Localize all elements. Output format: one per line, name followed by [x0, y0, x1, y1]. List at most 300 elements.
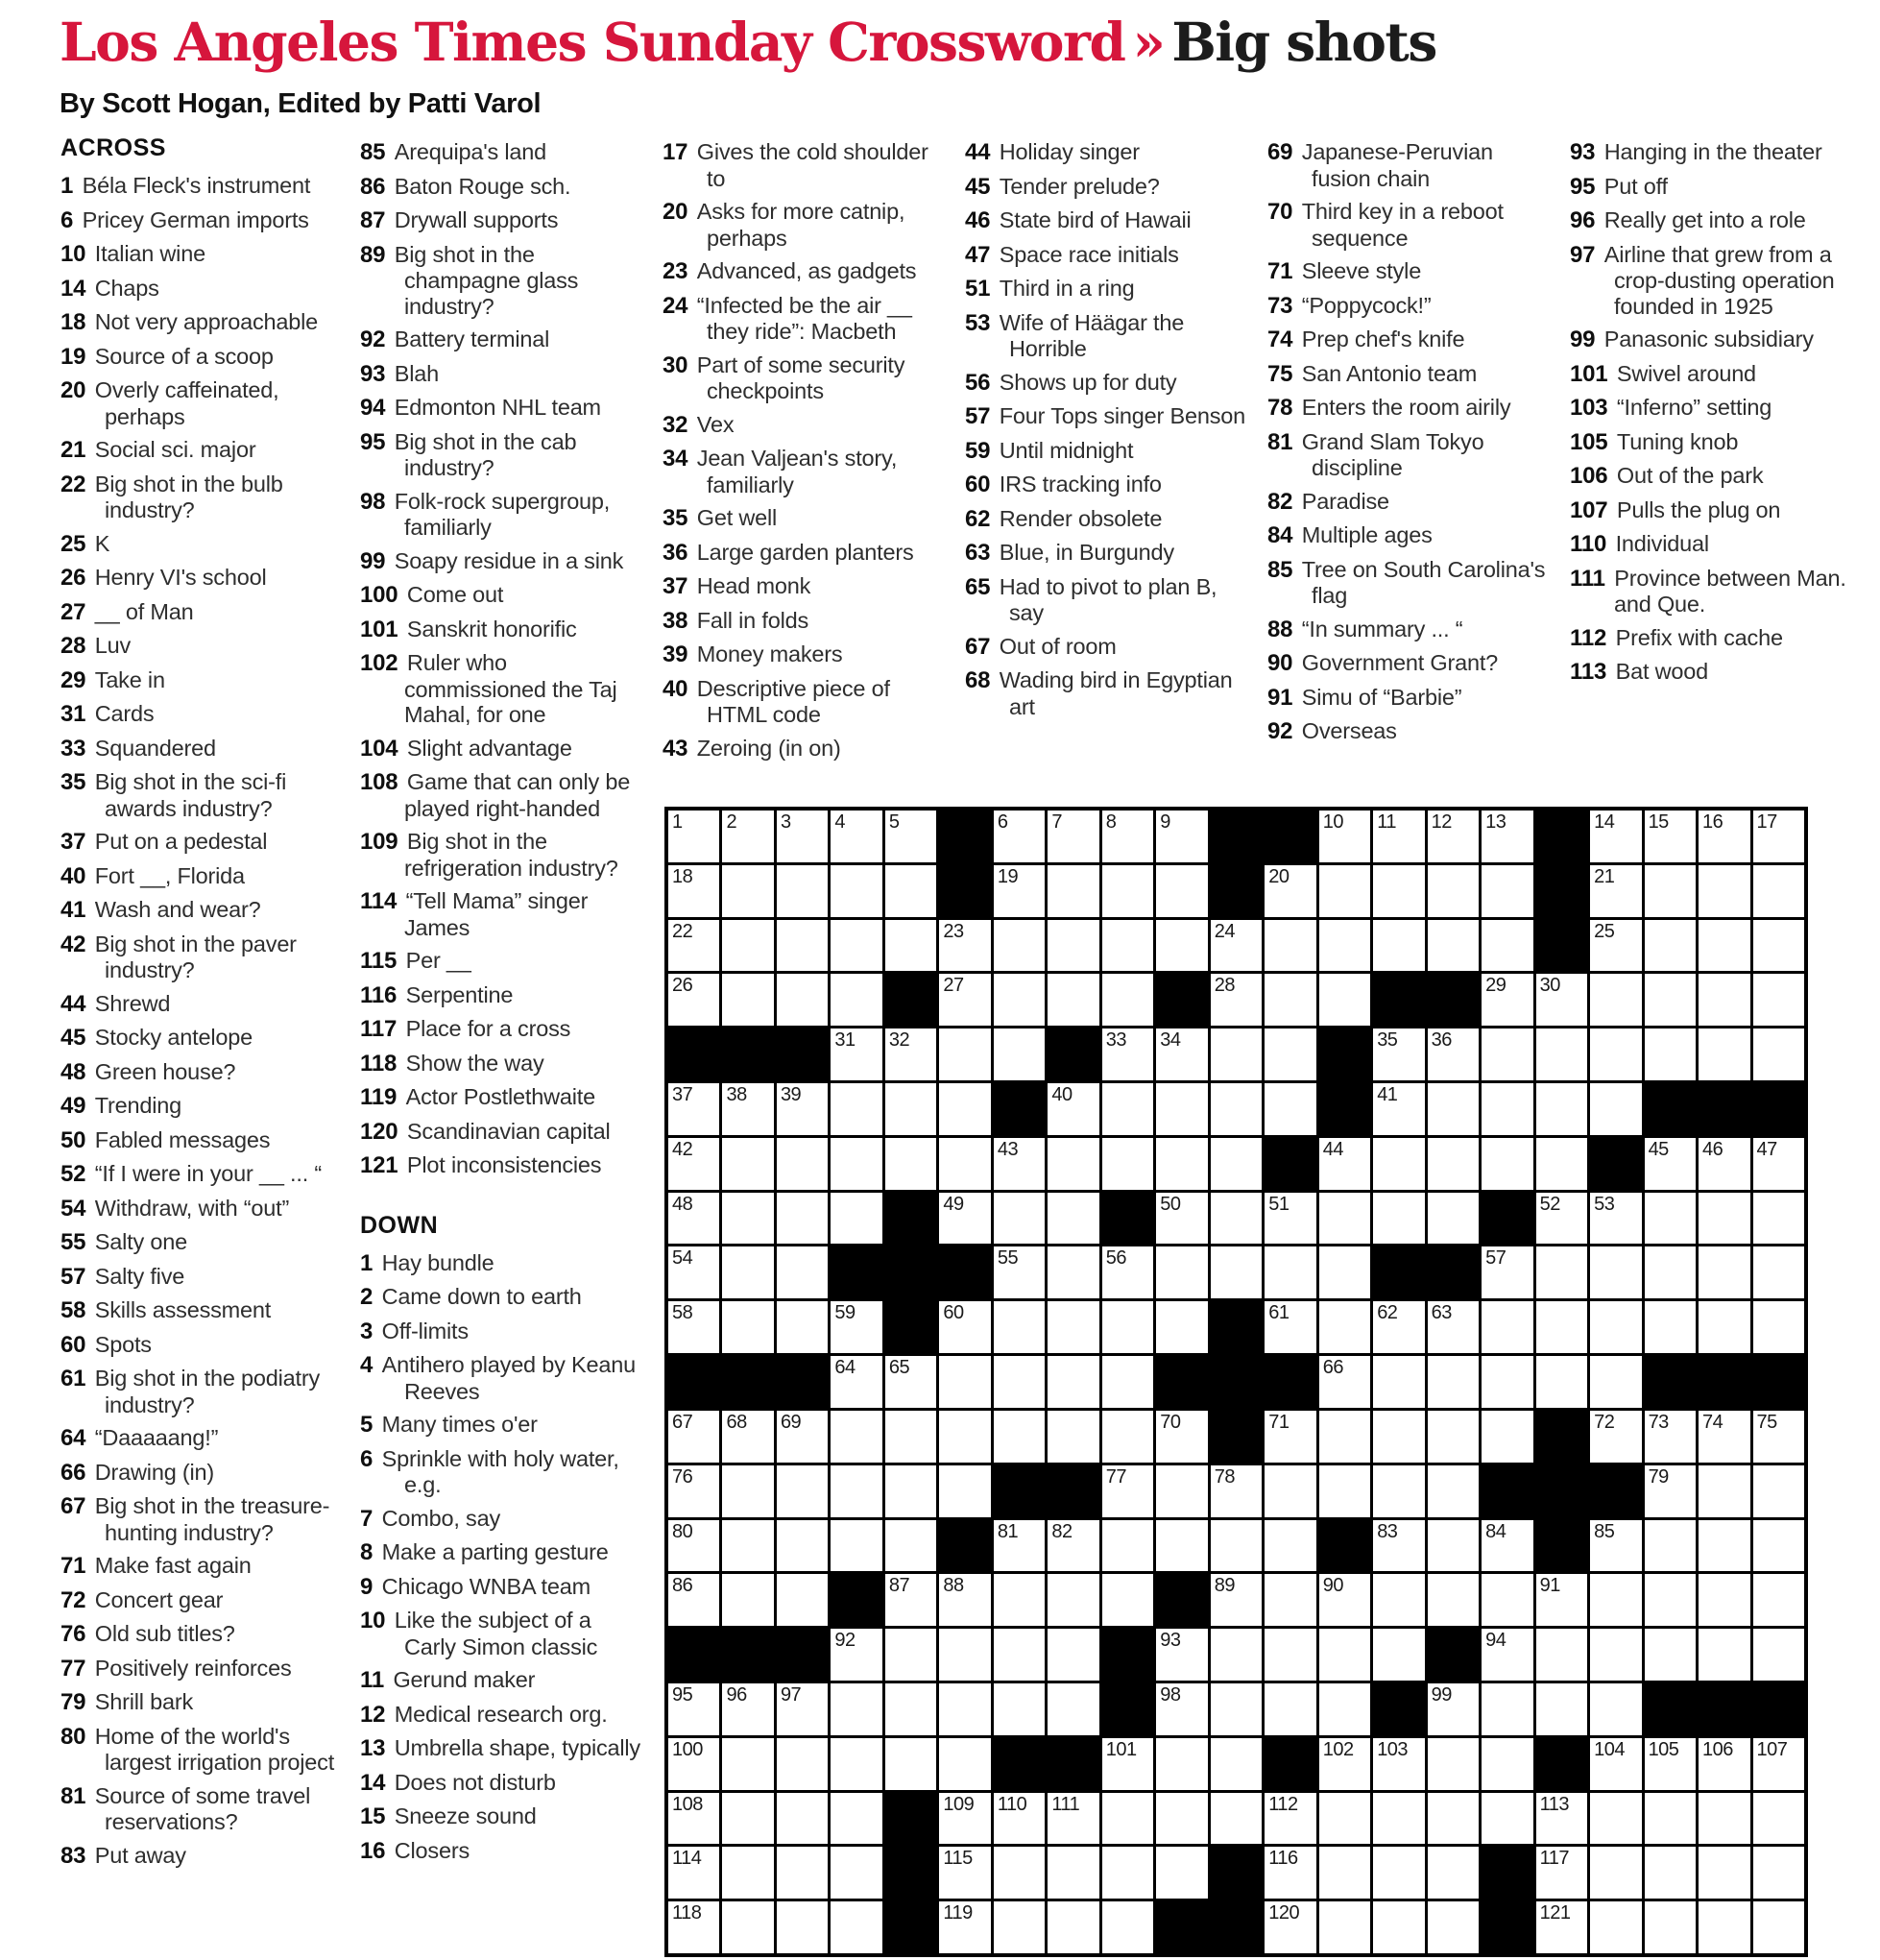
grid-cell[interactable]	[831, 1356, 881, 1408]
grid-cell[interactable]	[1482, 1683, 1532, 1735]
grid-cell[interactable]	[1590, 1193, 1641, 1245]
grid-cell[interactable]	[994, 1574, 1045, 1626]
grid-cell[interactable]	[994, 1356, 1045, 1408]
grid-cell[interactable]	[1102, 920, 1153, 972]
grid-cell[interactable]	[1373, 1138, 1424, 1190]
grid-cell[interactable]	[1645, 1138, 1696, 1190]
grid-cell[interactable]	[1428, 1465, 1479, 1517]
grid-cell[interactable]	[1156, 1793, 1207, 1845]
grid-cell[interactable]	[1699, 1246, 1749, 1298]
grid-cell[interactable]	[668, 920, 719, 972]
grid-cell[interactable]	[1482, 1356, 1532, 1408]
grid-cell[interactable]	[1265, 1793, 1315, 1845]
grid-cell[interactable]	[722, 1683, 773, 1735]
grid-cell[interactable]	[777, 974, 828, 1026]
grid-cell[interactable]	[777, 1411, 828, 1463]
grid-cell[interactable]	[1699, 1901, 1749, 1953]
grid-cell[interactable]	[1102, 1847, 1153, 1899]
grid-cell[interactable]	[885, 1520, 936, 1572]
grid-cell[interactable]	[1373, 1574, 1424, 1626]
grid-cell[interactable]	[1319, 920, 1370, 972]
grid-cell[interactable]	[1753, 1301, 1804, 1353]
grid-cell[interactable]	[1753, 811, 1804, 862]
grid-cell[interactable]	[831, 1138, 881, 1190]
grid-cell[interactable]	[831, 1847, 881, 1899]
grid-cell[interactable]	[1156, 1411, 1207, 1463]
grid-cell[interactable]	[1590, 1520, 1641, 1572]
grid-cell[interactable]	[831, 1629, 881, 1681]
grid-cell[interactable]	[777, 1683, 828, 1735]
grid-cell[interactable]	[1590, 1738, 1641, 1790]
grid-cell[interactable]	[885, 1138, 936, 1190]
grid-cell[interactable]	[1156, 1520, 1207, 1572]
grid-cell[interactable]	[777, 1465, 828, 1517]
grid-cell[interactable]	[1156, 1193, 1207, 1245]
grid-cell[interactable]	[722, 811, 773, 862]
grid-cell[interactable]	[831, 865, 881, 917]
grid-cell[interactable]	[1536, 1246, 1587, 1298]
grid-cell[interactable]	[831, 1793, 881, 1845]
grid-cell[interactable]	[1048, 811, 1098, 862]
grid-cell[interactable]	[1645, 1901, 1696, 1953]
grid-cell[interactable]	[1753, 1738, 1804, 1790]
grid-cell[interactable]	[1102, 1738, 1153, 1790]
grid-cell[interactable]	[1102, 1793, 1153, 1845]
grid-cell[interactable]	[1753, 1847, 1804, 1899]
grid-cell[interactable]	[994, 974, 1045, 1026]
grid-cell[interactable]	[668, 1574, 719, 1626]
grid-cell[interactable]	[1753, 1193, 1804, 1245]
grid-cell[interactable]	[1048, 1520, 1098, 1572]
grid-cell[interactable]	[1211, 1574, 1262, 1626]
grid-cell[interactable]	[1156, 1138, 1207, 1190]
grid-cell[interactable]	[1590, 1574, 1641, 1626]
grid-cell[interactable]	[1319, 1847, 1370, 1899]
grid-cell[interactable]	[1753, 1465, 1804, 1517]
grid-cell[interactable]	[1590, 865, 1641, 917]
grid-cell[interactable]	[1211, 1520, 1262, 1572]
grid-cell[interactable]	[1373, 1847, 1424, 1899]
grid-cell[interactable]	[939, 1193, 990, 1245]
grid-cell[interactable]	[1373, 1083, 1424, 1135]
grid-cell[interactable]	[777, 1574, 828, 1626]
grid-cell[interactable]	[1373, 1193, 1424, 1245]
grid-cell[interactable]	[1156, 1738, 1207, 1790]
grid-cell[interactable]	[1048, 1574, 1098, 1626]
grid-cell[interactable]	[668, 1138, 719, 1190]
grid-cell[interactable]	[939, 1574, 990, 1626]
grid-cell[interactable]	[1211, 1246, 1262, 1298]
grid-cell[interactable]	[831, 1028, 881, 1080]
grid-cell[interactable]	[1319, 1465, 1370, 1517]
grid-cell[interactable]	[1211, 974, 1262, 1026]
grid-cell[interactable]	[1102, 1083, 1153, 1135]
grid-cell[interactable]	[1048, 920, 1098, 972]
grid-cell[interactable]	[1699, 1028, 1749, 1080]
grid-cell[interactable]	[1590, 1356, 1641, 1408]
grid-cell[interactable]	[885, 811, 936, 862]
grid-cell[interactable]	[939, 1738, 990, 1790]
grid-cell[interactable]	[668, 1683, 719, 1735]
grid-cell[interactable]	[1645, 1793, 1696, 1845]
grid-cell[interactable]	[1265, 1083, 1315, 1135]
grid-cell[interactable]	[1428, 920, 1479, 972]
grid-cell[interactable]	[994, 865, 1045, 917]
grid-cell[interactable]	[777, 1520, 828, 1572]
grid-cell[interactable]	[994, 920, 1045, 972]
grid-cell[interactable]	[1373, 865, 1424, 917]
grid-cell[interactable]	[1536, 1138, 1587, 1190]
grid-cell[interactable]	[1156, 1629, 1207, 1681]
grid-cell[interactable]	[1048, 1683, 1098, 1735]
grid-cell[interactable]	[1645, 811, 1696, 862]
grid-cell[interactable]	[1590, 1629, 1641, 1681]
grid-cell[interactable]	[1645, 1629, 1696, 1681]
grid-cell[interactable]	[1699, 1465, 1749, 1517]
grid-cell[interactable]	[1102, 811, 1153, 862]
grid-cell[interactable]	[1590, 1901, 1641, 1953]
grid-cell[interactable]	[668, 1083, 719, 1135]
grid-cell[interactable]	[831, 1738, 881, 1790]
grid-cell[interactable]	[1699, 974, 1749, 1026]
grid-cell[interactable]	[777, 1138, 828, 1190]
grid-cell[interactable]	[1319, 1574, 1370, 1626]
grid-cell[interactable]	[1048, 1901, 1098, 1953]
grid-cell[interactable]	[1482, 865, 1532, 917]
grid-cell[interactable]	[1373, 1356, 1424, 1408]
grid-cell[interactable]	[1373, 1465, 1424, 1517]
grid-cell[interactable]	[1102, 1138, 1153, 1190]
grid-cell[interactable]	[831, 1465, 881, 1517]
grid-cell[interactable]	[1211, 1083, 1262, 1135]
grid-cell[interactable]	[1265, 920, 1315, 972]
grid-cell[interactable]	[1048, 1138, 1098, 1190]
grid-cell[interactable]	[1211, 1465, 1262, 1517]
grid-cell[interactable]	[1482, 1793, 1532, 1845]
grid-cell[interactable]	[1265, 1520, 1315, 1572]
grid-cell[interactable]	[1048, 865, 1098, 917]
grid-cell[interactable]	[939, 920, 990, 972]
grid-cell[interactable]	[1211, 1138, 1262, 1190]
grid-cell[interactable]	[831, 1301, 881, 1353]
grid-cell[interactable]	[722, 1411, 773, 1463]
grid-cell[interactable]	[1699, 1138, 1749, 1190]
grid-cell[interactable]	[1536, 1028, 1587, 1080]
grid-cell[interactable]	[1590, 811, 1641, 862]
grid-cell[interactable]	[1536, 974, 1587, 1026]
grid-cell[interactable]	[831, 1193, 881, 1245]
grid-cell[interactable]	[1102, 1465, 1153, 1517]
grid-cell[interactable]	[668, 1465, 719, 1517]
grid-cell[interactable]	[1156, 1246, 1207, 1298]
grid-cell[interactable]	[1373, 1901, 1424, 1953]
grid-cell[interactable]	[1699, 811, 1749, 862]
grid-cell[interactable]	[1699, 1847, 1749, 1899]
grid-cell[interactable]	[1428, 811, 1479, 862]
grid-cell[interactable]	[1590, 974, 1641, 1026]
grid-cell[interactable]	[1753, 1629, 1804, 1681]
grid-cell[interactable]	[1428, 1574, 1479, 1626]
grid-cell[interactable]	[1536, 1847, 1587, 1899]
grid-cell[interactable]	[1753, 1411, 1804, 1463]
grid-cell[interactable]	[1265, 1246, 1315, 1298]
grid-cell[interactable]	[1428, 1847, 1479, 1899]
grid-cell[interactable]	[885, 1683, 936, 1735]
grid-cell[interactable]	[777, 1301, 828, 1353]
grid-cell[interactable]	[939, 1901, 990, 1953]
grid-cell[interactable]	[1373, 1411, 1424, 1463]
grid-cell[interactable]	[994, 1520, 1045, 1572]
grid-cell[interactable]	[1482, 1028, 1532, 1080]
grid-cell[interactable]	[1428, 865, 1479, 917]
grid-cell[interactable]	[722, 1520, 773, 1572]
grid-cell[interactable]	[777, 920, 828, 972]
grid-cell[interactable]	[1645, 1028, 1696, 1080]
grid-cell[interactable]	[1536, 1356, 1587, 1408]
grid-cell[interactable]	[1753, 1901, 1804, 1953]
grid-cell[interactable]	[1590, 1683, 1641, 1735]
grid-cell[interactable]	[939, 1028, 990, 1080]
grid-cell[interactable]	[1753, 1574, 1804, 1626]
grid-cell[interactable]	[1482, 1738, 1532, 1790]
grid-cell[interactable]	[1265, 1193, 1315, 1245]
grid-cell[interactable]	[1753, 865, 1804, 917]
grid-cell[interactable]	[1428, 1411, 1479, 1463]
grid-cell[interactable]	[777, 1847, 828, 1899]
grid-cell[interactable]	[777, 1083, 828, 1135]
grid-cell[interactable]	[1482, 1246, 1532, 1298]
grid-cell[interactable]	[1428, 1028, 1479, 1080]
grid-cell[interactable]	[722, 1793, 773, 1845]
grid-cell[interactable]	[939, 1847, 990, 1899]
grid-cell[interactable]	[722, 1901, 773, 1953]
grid-cell[interactable]	[939, 974, 990, 1026]
grid-cell[interactable]	[1265, 1629, 1315, 1681]
grid-cell[interactable]	[1699, 1193, 1749, 1245]
grid-cell[interactable]	[668, 1793, 719, 1845]
grid-cell[interactable]	[1211, 1193, 1262, 1245]
grid-cell[interactable]	[1699, 865, 1749, 917]
grid-cell[interactable]	[1156, 920, 1207, 972]
grid-cell[interactable]	[1156, 1301, 1207, 1353]
grid-cell[interactable]	[1536, 1301, 1587, 1353]
grid-cell[interactable]	[1319, 1193, 1370, 1245]
grid-cell[interactable]	[722, 1465, 773, 1517]
grid-cell[interactable]	[1536, 1793, 1587, 1845]
grid-cell[interactable]	[1319, 1356, 1370, 1408]
grid-cell[interactable]	[1428, 1083, 1479, 1135]
grid-cell[interactable]	[1645, 920, 1696, 972]
grid-cell[interactable]	[1156, 1083, 1207, 1135]
grid-cell[interactable]	[1373, 1738, 1424, 1790]
grid-cell[interactable]	[722, 1246, 773, 1298]
grid-cell[interactable]	[994, 1901, 1045, 1953]
grid-cell[interactable]	[1590, 1246, 1641, 1298]
grid-cell[interactable]	[1753, 920, 1804, 972]
grid-cell[interactable]	[1482, 1411, 1532, 1463]
grid-cell[interactable]	[722, 1301, 773, 1353]
grid-cell[interactable]	[831, 1901, 881, 1953]
grid-cell[interactable]	[722, 1738, 773, 1790]
grid-cell[interactable]	[1645, 1465, 1696, 1517]
grid-cell[interactable]	[1536, 1193, 1587, 1245]
grid-cell[interactable]	[777, 1901, 828, 1953]
grid-cell[interactable]	[1373, 1520, 1424, 1572]
grid-cell[interactable]	[939, 1411, 990, 1463]
grid-cell[interactable]	[1753, 1793, 1804, 1845]
grid-cell[interactable]	[1048, 1356, 1098, 1408]
grid-cell[interactable]	[885, 920, 936, 972]
grid-cell[interactable]	[1482, 1301, 1532, 1353]
grid-cell[interactable]	[831, 974, 881, 1026]
grid-cell[interactable]	[1102, 1301, 1153, 1353]
grid-cell[interactable]	[668, 811, 719, 862]
grid-cell[interactable]	[1211, 1028, 1262, 1080]
grid-cell[interactable]	[1102, 1901, 1153, 1953]
grid-cell[interactable]	[1048, 974, 1098, 1026]
grid-cell[interactable]	[1102, 1411, 1153, 1463]
grid-cell[interactable]	[1048, 1193, 1098, 1245]
grid-cell[interactable]	[1645, 1847, 1696, 1899]
grid-cell[interactable]	[1211, 1738, 1262, 1790]
grid-cell[interactable]	[668, 1738, 719, 1790]
grid-cell[interactable]	[1645, 1193, 1696, 1245]
grid-cell[interactable]	[994, 1629, 1045, 1681]
grid-cell[interactable]	[1265, 1301, 1315, 1353]
grid-cell[interactable]	[668, 1901, 719, 1953]
grid-cell[interactable]	[1319, 1301, 1370, 1353]
grid-cell[interactable]	[885, 1356, 936, 1408]
grid-cell[interactable]	[1645, 1246, 1696, 1298]
grid-cell[interactable]	[831, 1520, 881, 1572]
grid-cell[interactable]	[1590, 920, 1641, 972]
grid-cell[interactable]	[1319, 811, 1370, 862]
grid-cell[interactable]	[1211, 920, 1262, 972]
grid-cell[interactable]	[885, 1738, 936, 1790]
grid-cell[interactable]	[939, 1793, 990, 1845]
grid-cell[interactable]	[668, 1847, 719, 1899]
grid-cell[interactable]	[1699, 920, 1749, 972]
grid-cell[interactable]	[1102, 1520, 1153, 1572]
grid-cell[interactable]	[1428, 1356, 1479, 1408]
grid-cell[interactable]	[994, 1847, 1045, 1899]
grid-cell[interactable]	[1048, 1083, 1098, 1135]
grid-cell[interactable]	[1102, 1574, 1153, 1626]
grid-cell[interactable]	[1753, 1520, 1804, 1572]
grid-cell[interactable]	[777, 1193, 828, 1245]
grid-cell[interactable]	[1590, 1411, 1641, 1463]
grid-cell[interactable]	[1265, 974, 1315, 1026]
grid-cell[interactable]	[1753, 974, 1804, 1026]
grid-cell[interactable]	[939, 1083, 990, 1135]
grid-cell[interactable]	[1482, 920, 1532, 972]
grid-cell[interactable]	[1699, 1738, 1749, 1790]
grid-cell[interactable]	[668, 974, 719, 1026]
grid-cell[interactable]	[1048, 1301, 1098, 1353]
grid-cell[interactable]	[1319, 1629, 1370, 1681]
grid-cell[interactable]	[1048, 1246, 1098, 1298]
grid-cell[interactable]	[1102, 1246, 1153, 1298]
grid-cell[interactable]	[1319, 1793, 1370, 1845]
grid-cell[interactable]	[668, 1411, 719, 1463]
grid-cell[interactable]	[1699, 1301, 1749, 1353]
grid-cell[interactable]	[1319, 1411, 1370, 1463]
grid-cell[interactable]	[1645, 974, 1696, 1026]
grid-cell[interactable]	[1482, 1520, 1532, 1572]
grid-cell[interactable]	[1102, 865, 1153, 917]
grid-cell[interactable]	[1265, 1901, 1315, 1953]
grid-cell[interactable]	[994, 1193, 1045, 1245]
grid-cell[interactable]	[1102, 1028, 1153, 1080]
grid-cell[interactable]	[1373, 811, 1424, 862]
grid-cell[interactable]	[722, 1083, 773, 1135]
grid-cell[interactable]	[1156, 1683, 1207, 1735]
grid-cell[interactable]	[1699, 1793, 1749, 1845]
grid-cell[interactable]	[831, 1683, 881, 1735]
grid-cell[interactable]	[1428, 1138, 1479, 1190]
grid-cell[interactable]	[1482, 974, 1532, 1026]
grid-cell[interactable]	[722, 974, 773, 1026]
grid-cell[interactable]	[668, 1301, 719, 1353]
grid-cell[interactable]	[777, 865, 828, 917]
grid-cell[interactable]	[1048, 1411, 1098, 1463]
grid-cell[interactable]	[1536, 1574, 1587, 1626]
grid-cell[interactable]	[994, 811, 1045, 862]
grid-cell[interactable]	[1428, 1301, 1479, 1353]
grid-cell[interactable]	[1156, 1847, 1207, 1899]
grid-cell[interactable]	[1428, 1738, 1479, 1790]
grid-cell[interactable]	[1211, 1629, 1262, 1681]
grid-cell[interactable]	[994, 1793, 1045, 1845]
grid-cell[interactable]	[1373, 920, 1424, 972]
grid-cell[interactable]	[1428, 1193, 1479, 1245]
grid-cell[interactable]	[1645, 1411, 1696, 1463]
grid-cell[interactable]	[1265, 1028, 1315, 1080]
grid-cell[interactable]	[1753, 1246, 1804, 1298]
grid-cell[interactable]	[1482, 1629, 1532, 1681]
grid-cell[interactable]	[668, 1193, 719, 1245]
grid-cell[interactable]	[722, 920, 773, 972]
grid-cell[interactable]	[1265, 1683, 1315, 1735]
grid-cell[interactable]	[1482, 1083, 1532, 1135]
grid-cell[interactable]	[1753, 1028, 1804, 1080]
grid-cell[interactable]	[1156, 1028, 1207, 1080]
grid-cell[interactable]	[1699, 1411, 1749, 1463]
grid-cell[interactable]	[1319, 1246, 1370, 1298]
grid-cell[interactable]	[1319, 1738, 1370, 1790]
grid-cell[interactable]	[1319, 1901, 1370, 1953]
grid-cell[interactable]	[939, 1356, 990, 1408]
grid-cell[interactable]	[1048, 1793, 1098, 1845]
grid-cell[interactable]	[885, 1574, 936, 1626]
grid-cell[interactable]	[831, 920, 881, 972]
grid-cell[interactable]	[1645, 1301, 1696, 1353]
grid-cell[interactable]	[668, 1246, 719, 1298]
grid-cell[interactable]	[885, 1028, 936, 1080]
grid-cell[interactable]	[939, 1138, 990, 1190]
grid-cell[interactable]	[885, 1411, 936, 1463]
grid-cell[interactable]	[831, 811, 881, 862]
grid-cell[interactable]	[1319, 974, 1370, 1026]
grid-cell[interactable]	[994, 1301, 1045, 1353]
grid-cell[interactable]	[994, 1411, 1045, 1463]
grid-cell[interactable]	[1428, 1901, 1479, 1953]
grid-cell[interactable]	[1211, 1683, 1262, 1735]
grid-cell[interactable]	[994, 1028, 1045, 1080]
grid-cell[interactable]	[939, 1465, 990, 1517]
grid-cell[interactable]	[1645, 1520, 1696, 1572]
grid-cell[interactable]	[1373, 1793, 1424, 1845]
